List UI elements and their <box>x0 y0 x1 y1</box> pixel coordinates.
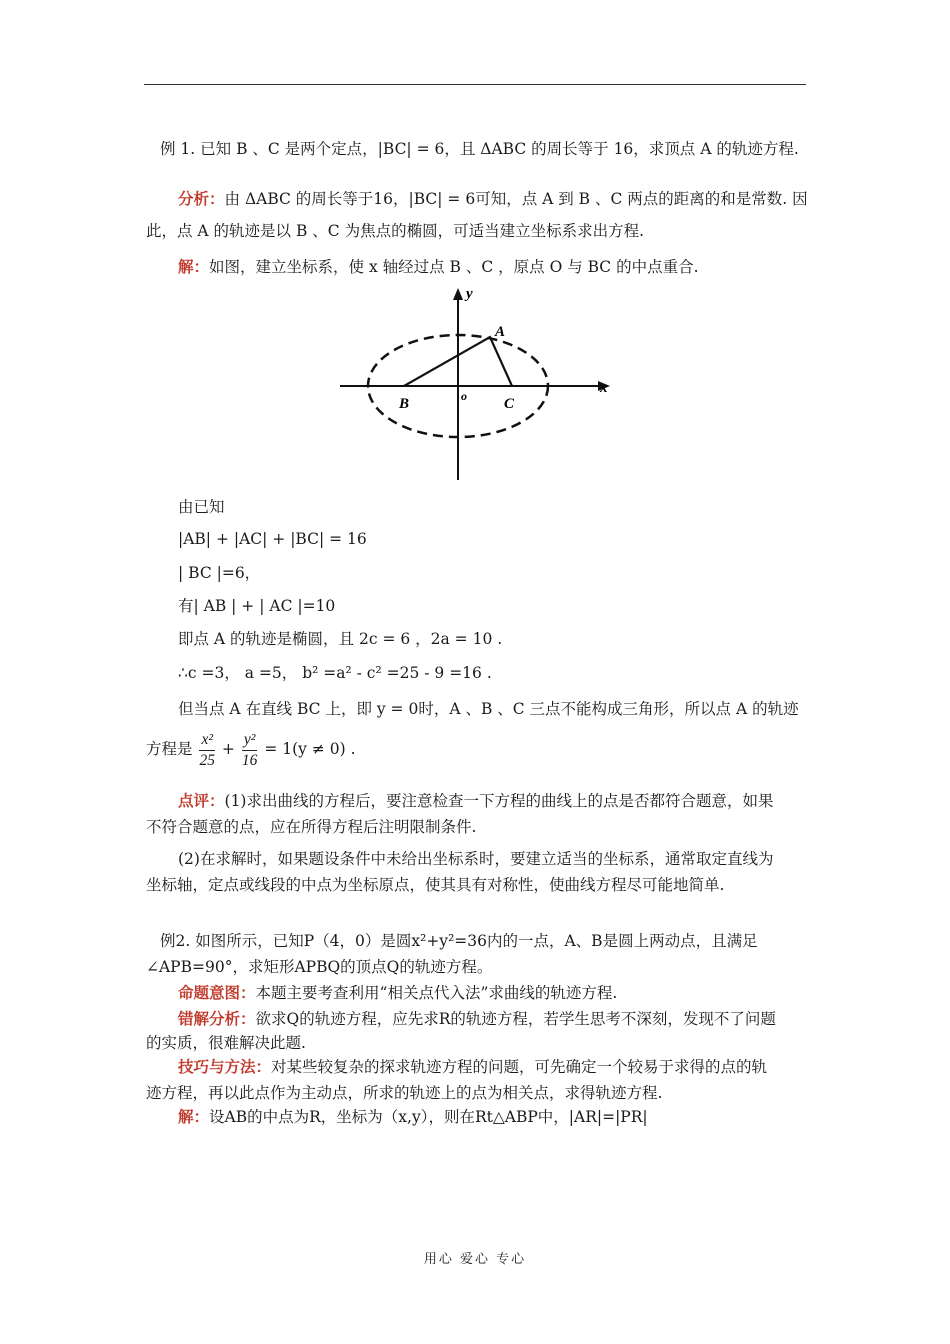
ellipse-diagram <box>332 282 622 487</box>
comment-line1 <box>178 790 773 812</box>
equation-ellipse: 即点 A 的轨迹是椭圆，且 2c = 6 ，2a = 10 . <box>178 630 503 648</box>
fraction-x-denominator: 25 <box>199 751 215 769</box>
label-a: A <box>495 324 506 340</box>
equation-bc: | BC |=6， <box>178 564 261 582</box>
example2-solution <box>178 1106 648 1128</box>
plus-sign: + <box>221 740 235 758</box>
comment-line3: (2)在求解时，如果题设条件中未给出坐标系时，要建立适当的坐标系，通常取定直线为 <box>178 850 774 868</box>
example2-statement-2: ∠APB=90°，求矩形APBQ的顶点Q的轨迹方程。 <box>146 958 493 976</box>
page-footer: 用心 爱心 专心 <box>423 1252 527 1267</box>
comment-label: 点评： <box>178 791 225 810</box>
example1-analysis-line1 <box>178 188 808 210</box>
label-c: C <box>504 396 515 412</box>
intent-text: 本题主要考查利用“相关点代入法”求曲线的轨迹方程. <box>255 984 618 1002</box>
y-axis-arrow <box>453 288 463 300</box>
ex2-solution-label: 解： <box>178 1107 210 1126</box>
condition-line: 但当点 A 在直线 BC 上，即 y = 0时，A 、B 、C 三点不能构成三角形，所以点 A 的轨迹 <box>178 700 799 718</box>
final-equation <box>146 728 356 771</box>
label-o: o <box>461 389 467 403</box>
equation-values: ∴c =3， a =5， b² =a² - c² =25 - 9 =16 . <box>178 664 492 682</box>
fraction-y <box>242 730 258 771</box>
example2-skill-1 <box>178 1056 767 1078</box>
label-b: B <box>399 396 410 412</box>
final-equation-prefix: 方程是 <box>146 740 193 758</box>
example2-intent <box>178 982 617 1004</box>
example2-error-2: 的实质，很难解决此题. <box>146 1034 306 1052</box>
fraction-y-numerator: y² <box>242 730 258 751</box>
example1-statement: 例 1. 已知 B 、C 是两个定点，|BC| = 6，且 ΔABC 的周长等于 16，求顶点 A 的轨迹方程. <box>160 140 799 158</box>
ex2-solution-text: 设AB的中点为R，坐标为（x,y），则在Rt△ABP中，|AR|=|PR| <box>209 1108 648 1126</box>
final-equation-suffix: = 1(y ≠ 0) . <box>264 740 356 758</box>
label-x: x <box>600 380 608 396</box>
label-y: y <box>466 286 473 302</box>
skill-text-1: 对某些较复杂的探求轨迹方程的问题，可先确定一个较易于求得的点的轨 <box>271 1058 768 1076</box>
analysis-text-1: 由 ΔABC 的周长等于16，|BC| = 6可知，点 A 到 B 、C 两点的距离的和是常数. 因 <box>224 190 808 208</box>
ellipse-figure <box>332 282 622 491</box>
error-label: 错解分析： <box>178 1009 256 1028</box>
header-rule <box>144 84 806 85</box>
known-heading: 由已知 <box>178 498 225 516</box>
comment-text-1: (1)求出曲线的方程后，要注意检查一下方程的曲线上的点是否都符合题意，如果 <box>224 792 774 810</box>
equation-perimeter: |AB| + |AC| + |BC| = 16 <box>178 530 367 548</box>
comment-line2: 不符合题意的点，应在所得方程后注明限制条件. <box>146 818 477 836</box>
solution-text: 如图，建立坐标系，使 x 轴经过点 B 、C ，原点 O 与 BC 的中点重合. <box>209 258 699 276</box>
comment-line4: 坐标轴，定点或线段的中点为坐标原点，使其具有对称性，使曲线方程尽可能地简单. <box>146 876 725 894</box>
example2-statement-1: 例2. 如图所示，已知P（4，0）是圆x²+y²=36内的一点，A、B是圆上两动点，且满足 <box>160 932 758 950</box>
solution-label: 解： <box>178 257 210 276</box>
example2-skill-2: 迹方程，再以此点作为主动点，所求的轨迹上的点为相关点，求得轨迹方程. <box>146 1084 663 1102</box>
example2-error-1 <box>178 1008 776 1030</box>
equation-sum: 有| AB | + | AC |=10 <box>178 597 336 615</box>
error-text-1: 欲求Q的轨迹方程，应先求R的轨迹方程，若学生思考不深刻，发现不了问题 <box>255 1010 776 1028</box>
intent-label: 命题意图： <box>178 983 256 1002</box>
fraction-x-numerator: x² <box>199 730 215 751</box>
example1-solution-line <box>178 256 699 278</box>
analysis-label: 分析： <box>178 189 225 208</box>
fraction-y-denominator: 16 <box>241 751 258 769</box>
example1-analysis-line2: 此，点 A 的轨迹是以 B 、C 为焦点的椭圆，可适当建立坐标系求出方程. <box>146 222 645 240</box>
skill-label: 技巧与方法： <box>178 1057 272 1076</box>
fraction-x <box>199 730 215 771</box>
